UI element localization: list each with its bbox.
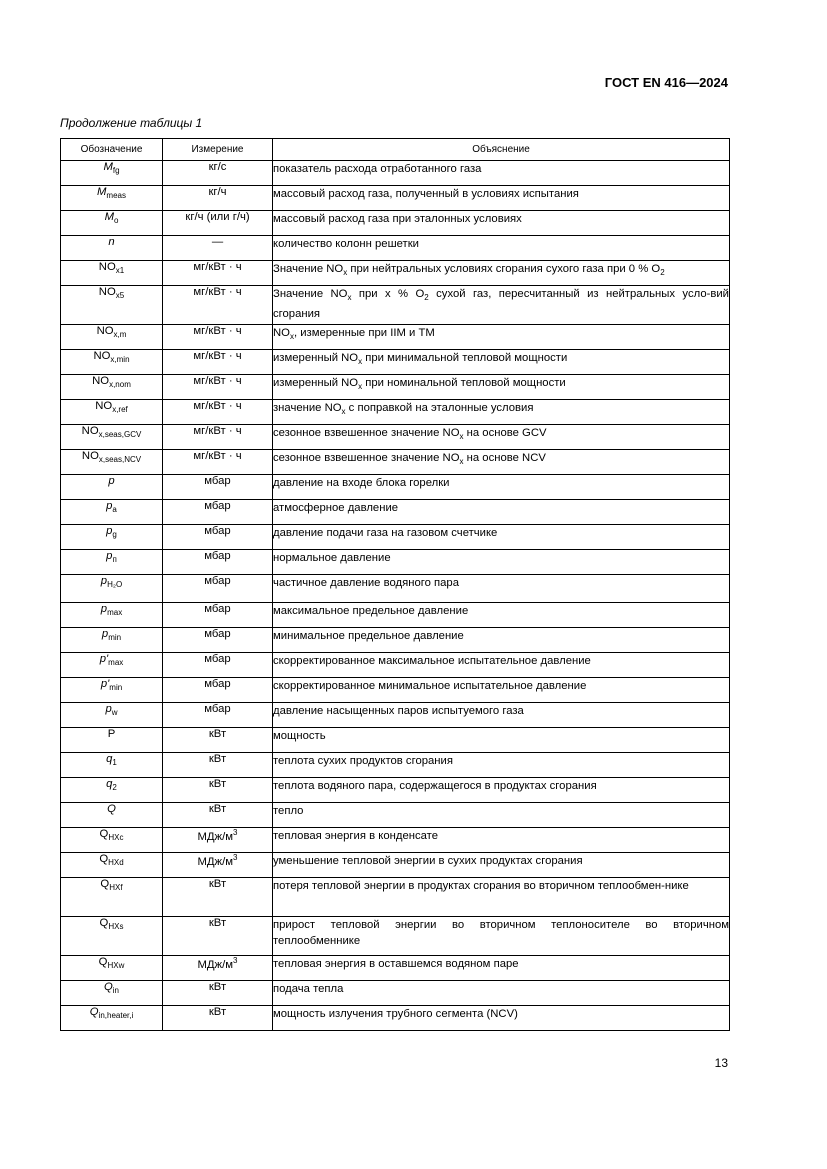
explanation-text: на основе GCV: [463, 427, 547, 439]
symbol-cell: [61, 325, 163, 350]
unit-cell: [163, 853, 273, 878]
explanation-cell: [273, 981, 730, 1006]
table-row: [61, 981, 730, 1006]
symbol-subscript: x,min: [110, 355, 130, 364]
table-row: [61, 211, 730, 236]
explanation-text: давление подачи газа на газовом счетчике: [273, 527, 498, 539]
unit-text: мг/кВт · ч: [193, 261, 242, 273]
symbol-base: Q: [99, 917, 109, 929]
explanation-text: Значение NO: [273, 288, 348, 300]
explanation-text: сезонное взвешенное значение NO: [273, 427, 460, 439]
unit-cell: [163, 186, 273, 211]
explanation-cell: [273, 211, 730, 236]
explanation-cell: [273, 753, 730, 778]
table-row: [61, 678, 730, 703]
symbol-subscript: п: [112, 555, 117, 564]
explanation-text: теплота водяного пара, содержащегося в продуктах сгорания: [273, 780, 597, 792]
table-row: [61, 878, 730, 917]
explanation-text: атмосферное давление: [273, 502, 399, 514]
explanation-text: , измеренные при IIM и TM: [293, 327, 435, 339]
explanation-text: нормальное давление: [273, 552, 391, 564]
symbol-base: p': [99, 653, 109, 665]
unit-cell: [163, 425, 273, 450]
symbol-base: Q: [107, 803, 116, 815]
explanation-text: минимальное предельное давление: [273, 630, 464, 642]
table-row: [61, 803, 730, 828]
unit-text: кВт: [208, 981, 227, 993]
symbol-base: NO: [92, 375, 110, 387]
symbol-cell: [61, 261, 163, 286]
explanation-cell: [273, 261, 730, 286]
explanation-cell: [273, 917, 730, 956]
explanation-text: уменьшение тепловой энергии в сухих продуктах сгорания: [273, 855, 583, 867]
symbol-subscript: o: [113, 216, 119, 225]
symbol-subscript: a: [112, 505, 117, 514]
table-row: [61, 525, 730, 550]
unit-text: кг/ч (или г/ч): [185, 211, 250, 223]
unit-text: мбар: [204, 500, 231, 512]
unit-text: мбар: [204, 678, 231, 690]
explanation-text: массовый расход газа, полученный в условиях испытания: [273, 188, 579, 200]
table-row: [61, 375, 730, 400]
symbol-subscript: x,ref: [112, 405, 128, 414]
explanation-subscript: 2: [424, 293, 429, 302]
symbol-cell: [61, 475, 163, 500]
explanation-text: с поправкой на эталонные условия: [345, 402, 534, 414]
explanation-text: NO: [273, 327, 290, 339]
unit-cell: [163, 956, 273, 981]
unit-cell: [163, 500, 273, 525]
explanation-cell: [273, 286, 730, 325]
unit-text: кВт: [208, 728, 227, 740]
symbol-subscript: max: [108, 658, 124, 667]
symbol-subscript: 2: [112, 783, 117, 792]
explanation-cell: [273, 878, 730, 917]
symbol-cell: [61, 550, 163, 575]
explanation-text: при номинальной тепловой мощности: [362, 377, 566, 389]
table-row: [61, 350, 730, 375]
unit-cell: [163, 400, 273, 425]
table-row: [61, 425, 730, 450]
explanation-text: на основе NCV: [463, 452, 546, 464]
unit-cell: [163, 917, 273, 956]
unit-cell: [163, 828, 273, 853]
symbol-subscript: max: [107, 608, 123, 617]
symbol-base: Q: [99, 853, 109, 865]
symbol-base: p: [108, 475, 115, 487]
explanation-text: измеренный NO: [273, 352, 359, 364]
symbol-subscript: x,seas,GCV: [98, 430, 142, 439]
unit-text: кВт: [208, 753, 227, 765]
explanation-subscript: x: [343, 268, 348, 277]
explanation-cell: [273, 778, 730, 803]
explanation-cell: [273, 853, 730, 878]
table-row: [61, 575, 730, 603]
table-row: [61, 917, 730, 956]
explanation-text: максимальное предельное давление: [273, 605, 469, 617]
unit-cell: [163, 575, 273, 603]
unit-text: кВт: [208, 778, 227, 790]
unit-text: мбар: [204, 550, 231, 562]
symbol-base: p: [106, 550, 113, 562]
symbol-subscript: x5: [115, 291, 125, 300]
explanation-text: количество колонн решетки: [273, 238, 419, 250]
symbol-subscript: meas: [106, 191, 126, 200]
table-row: [61, 628, 730, 653]
explanation-subscript: x: [341, 407, 346, 416]
symbol-cell: [61, 603, 163, 628]
unit-text: мбар: [204, 525, 231, 537]
table-row: [61, 500, 730, 525]
symbol-subscript: min: [108, 633, 122, 642]
explanation-text: мощность излучения трубного сегмента (NCV): [273, 1008, 518, 1020]
unit-cell: [163, 211, 273, 236]
table-row: [61, 753, 730, 778]
symbol-subscript: HXc: [108, 833, 124, 842]
unit-text: кВт: [208, 878, 227, 890]
unit-cell: [163, 325, 273, 350]
unit-cell: [163, 525, 273, 550]
unit-text: мг/кВт · ч: [193, 350, 242, 362]
table-header-row: [61, 139, 730, 161]
symbol-base: p: [105, 703, 112, 715]
symbols-table: [60, 138, 730, 1031]
unit-cell: [163, 653, 273, 678]
unit-text: кВт: [208, 917, 227, 929]
symbol-cell: [61, 778, 163, 803]
symbol-base: M: [104, 211, 114, 223]
symbol-subscript: 1: [112, 758, 117, 767]
explanation-cell: [273, 236, 730, 261]
unit-text: мбар: [204, 703, 231, 715]
explanation-text: сезонное взвешенное значение NO: [273, 452, 460, 464]
unit-cell: [163, 603, 273, 628]
explanation-text: потеря тепловой энергии в продуктах сгорания во вторичном теплообмен-нике: [273, 880, 689, 892]
document-id: ГОСТ EN 416—2024: [604, 75, 728, 90]
symbol-base: P: [107, 728, 116, 740]
explanation-text: мощность: [273, 730, 326, 742]
unit-cell: [163, 803, 273, 828]
explanation-subscript: 2: [660, 268, 665, 277]
explanation-cell: [273, 500, 730, 525]
explanation-cell: [273, 1006, 730, 1031]
symbol-subscript: x,nom: [109, 380, 131, 389]
explanation-cell: [273, 703, 730, 728]
table-row: [61, 325, 730, 350]
symbol-base: n: [108, 236, 115, 248]
symbol-subscript: HXf: [109, 883, 123, 892]
symbol-base: Q: [100, 878, 110, 890]
unit-text: кг/ч: [208, 186, 227, 198]
symbol-cell: [61, 653, 163, 678]
symbol-cell: [61, 678, 163, 703]
unit-text: кВт: [208, 1006, 227, 1018]
symbol-base: p: [106, 500, 113, 512]
explanation-subscript: x: [347, 293, 352, 302]
symbol-cell: [61, 1006, 163, 1031]
symbol-cell: [61, 236, 163, 261]
symbol-base: p: [101, 628, 109, 640]
symbol-base: NO: [81, 425, 99, 437]
unit-text: мбар: [204, 628, 231, 640]
symbol-cell: [61, 803, 163, 828]
unit-text: мг/кВт · ч: [193, 400, 242, 412]
explanation-text: подача тепла: [273, 983, 344, 995]
explanation-cell: [273, 678, 730, 703]
explanation-cell: [273, 375, 730, 400]
symbol-cell: [61, 500, 163, 525]
explanation-cell: [273, 653, 730, 678]
explanation-text: прирост тепловой энергии во вторичном теплоносителе во вторичном теплообменнике: [273, 919, 729, 947]
unit-cell: [163, 350, 273, 375]
symbol-subscript: HXw: [107, 961, 125, 970]
symbol-cell: [61, 917, 163, 956]
symbol-base: q: [106, 778, 113, 790]
unit-text: мбар: [204, 653, 231, 665]
table-row: [61, 703, 730, 728]
explanation-subscript: x: [289, 332, 294, 341]
symbol-base: q: [106, 753, 113, 765]
symbol-subscript: HXs: [108, 922, 124, 931]
explanation-subscript: x: [358, 382, 363, 391]
symbol-base: NO: [95, 400, 113, 412]
explanation-text: тепло: [273, 805, 304, 817]
explanation-cell: [273, 325, 730, 350]
unit-cell: [163, 628, 273, 653]
explanation-cell: [273, 350, 730, 375]
explanation-text: скорректированное максимальное испытательное давление: [273, 655, 591, 667]
symbol-base: p': [100, 678, 110, 690]
symbol-base: NO: [81, 450, 99, 462]
unit-cell: [163, 753, 273, 778]
explanation-subscript: x: [358, 357, 363, 366]
explanation-cell: [273, 161, 730, 186]
symbol-base: p: [106, 525, 113, 537]
symbol-base: Q: [99, 828, 109, 840]
explanation-cell: [273, 450, 730, 475]
symbol-cell: [61, 956, 163, 981]
explanation-cell: [273, 425, 730, 450]
symbol-cell: [61, 981, 163, 1006]
explanation-text: показатель расхода отработанного газа: [273, 163, 482, 175]
table-row: [61, 828, 730, 853]
explanation-text: теплота сухих продуктов сгорания: [273, 755, 453, 767]
symbol-cell: [61, 450, 163, 475]
explanation-cell: [273, 550, 730, 575]
page-number: 13: [714, 1056, 728, 1070]
explanation-cell: [273, 803, 730, 828]
symbol-subscript: in,heater,i: [98, 1011, 134, 1020]
unit-text: мг/кВт · ч: [193, 286, 242, 298]
symbol-cell: [61, 211, 163, 236]
unit-text: кг/с: [208, 161, 227, 173]
explanation-subscript: x: [459, 432, 464, 441]
explanation-text: массовый расход газа при эталонных условиях: [273, 213, 522, 225]
unit-cell: [163, 703, 273, 728]
explanation-text: измеренный NO: [273, 377, 359, 389]
symbol-subscript: g: [112, 530, 117, 539]
unit-cell: [163, 778, 273, 803]
symbol-base: NO: [98, 261, 116, 273]
table-row: [61, 778, 730, 803]
column-header-explanation: Объяснение: [273, 139, 730, 161]
table-row: [61, 261, 730, 286]
symbol-base: Q: [98, 956, 108, 968]
symbol-cell: [61, 286, 163, 325]
unit-text: кВт: [208, 803, 227, 815]
table-row: [61, 286, 730, 325]
explanation-text: при х % O: [351, 288, 425, 300]
unit-cell: [163, 450, 273, 475]
explanation-cell: [273, 956, 730, 981]
symbol-subscript: x,seas,NCV: [98, 455, 142, 464]
symbol-cell: [61, 375, 163, 400]
symbol-cell: [61, 161, 163, 186]
explanation-text: скорректированное минимальное испытательное давление: [273, 680, 587, 692]
table-row: [61, 236, 730, 261]
explanation-cell: [273, 603, 730, 628]
unit-cell: [163, 475, 273, 500]
table-row: [61, 161, 730, 186]
unit-cell: [163, 375, 273, 400]
unit-superscript: 3: [233, 956, 238, 965]
explanation-cell: [273, 525, 730, 550]
explanation-cell: [273, 475, 730, 500]
symbol-base: p: [100, 603, 108, 615]
symbol-cell: [61, 575, 163, 603]
table-row: [61, 400, 730, 425]
explanation-text: при нейтральных условиях сгорания сухого газа при 0 % O: [347, 263, 661, 275]
explanation-text: сухой газ, пересчитанный из нейтральных усло-вий сгорания: [273, 288, 729, 320]
explanation-cell: [273, 575, 730, 603]
symbol-subscript: fg: [112, 166, 120, 175]
unit-text: МДж/м: [197, 831, 234, 843]
unit-cell: [163, 1006, 273, 1031]
explanation-cell: [273, 186, 730, 211]
unit-text: мг/кВт · ч: [193, 325, 242, 337]
symbol-subscript: min: [109, 683, 123, 692]
table-row: [61, 603, 730, 628]
symbol-base: M: [103, 161, 113, 173]
symbol-cell: [61, 828, 163, 853]
table-row: [61, 186, 730, 211]
unit-text: МДж/м: [197, 856, 234, 868]
unit-superscript: 3: [233, 853, 238, 862]
table-row: [61, 550, 730, 575]
unit-cell: [163, 550, 273, 575]
unit-text: мг/кВт · ч: [193, 450, 242, 462]
symbol-cell: [61, 703, 163, 728]
table-row: [61, 1006, 730, 1031]
explanation-text: тепловая энергия в конденсате: [273, 830, 438, 842]
symbol-subscript: HXd: [108, 858, 124, 867]
unit-text: мбар: [204, 475, 231, 487]
explanation-text: тепловая энергия в оставшемся водяном паре: [273, 958, 519, 970]
symbol-subscript: w: [111, 708, 118, 717]
symbol-base: NO: [93, 350, 111, 362]
symbol-base: Q: [103, 981, 113, 993]
symbol-base: M: [97, 186, 107, 198]
symbol-cell: [61, 853, 163, 878]
unit-text: МДж/м: [197, 959, 234, 971]
explanation-subscript: x: [459, 457, 464, 466]
table-row: [61, 853, 730, 878]
unit-text: мбар: [204, 575, 231, 587]
symbol-base: NO: [98, 286, 116, 298]
explanation-cell: [273, 400, 730, 425]
explanation-text: при минимальной тепловой мощности: [362, 352, 568, 364]
unit-superscript: 3: [233, 828, 238, 837]
symbol-cell: [61, 186, 163, 211]
symbol-subscript: in: [112, 986, 120, 995]
unit-cell: [163, 286, 273, 325]
unit-cell: [163, 728, 273, 753]
column-header-unit: Измерение: [163, 139, 273, 161]
explanation-cell: [273, 628, 730, 653]
unit-text: мг/кВт · ч: [193, 425, 242, 437]
symbol-cell: [61, 400, 163, 425]
symbol-cell: [61, 425, 163, 450]
column-header-symbol: Обозначение: [61, 139, 163, 161]
symbol-base: Q: [89, 1006, 99, 1018]
table-row: [61, 653, 730, 678]
table-row: [61, 475, 730, 500]
explanation-text: давление на входе блока горелки: [273, 477, 450, 489]
explanation-text: давление насыщенных паров испытуемого газа: [273, 705, 524, 717]
explanation-text: значение NO: [273, 402, 342, 414]
explanation-cell: [273, 828, 730, 853]
symbol-subscript: x1: [115, 266, 125, 275]
symbol-cell: [61, 753, 163, 778]
unit-cell: [163, 878, 273, 917]
unit-cell: [163, 678, 273, 703]
symbol-cell: [61, 350, 163, 375]
symbol-cell: [61, 628, 163, 653]
unit-cell: [163, 236, 273, 261]
symbol-subscript: x,m: [113, 330, 127, 339]
table-row: [61, 450, 730, 475]
unit-cell: [163, 161, 273, 186]
explanation-text: частичное давление водяного пара: [273, 577, 459, 589]
unit-text: —: [211, 236, 224, 248]
symbol-base: NO: [96, 325, 114, 337]
unit-text: мг/кВт · ч: [193, 375, 242, 387]
explanation-cell: [273, 728, 730, 753]
unit-text: мбар: [204, 603, 231, 615]
symbol-subscript: H₂O: [107, 580, 123, 589]
symbol-base: p: [100, 575, 108, 587]
symbol-cell: [61, 525, 163, 550]
unit-cell: [163, 981, 273, 1006]
table-row: [61, 728, 730, 753]
table-caption: Продолжение таблицы 1: [60, 116, 203, 130]
symbol-cell: [61, 878, 163, 917]
unit-cell: [163, 261, 273, 286]
symbol-cell: [61, 728, 163, 753]
explanation-text: Значение NO: [273, 263, 344, 275]
table-row: [61, 956, 730, 981]
